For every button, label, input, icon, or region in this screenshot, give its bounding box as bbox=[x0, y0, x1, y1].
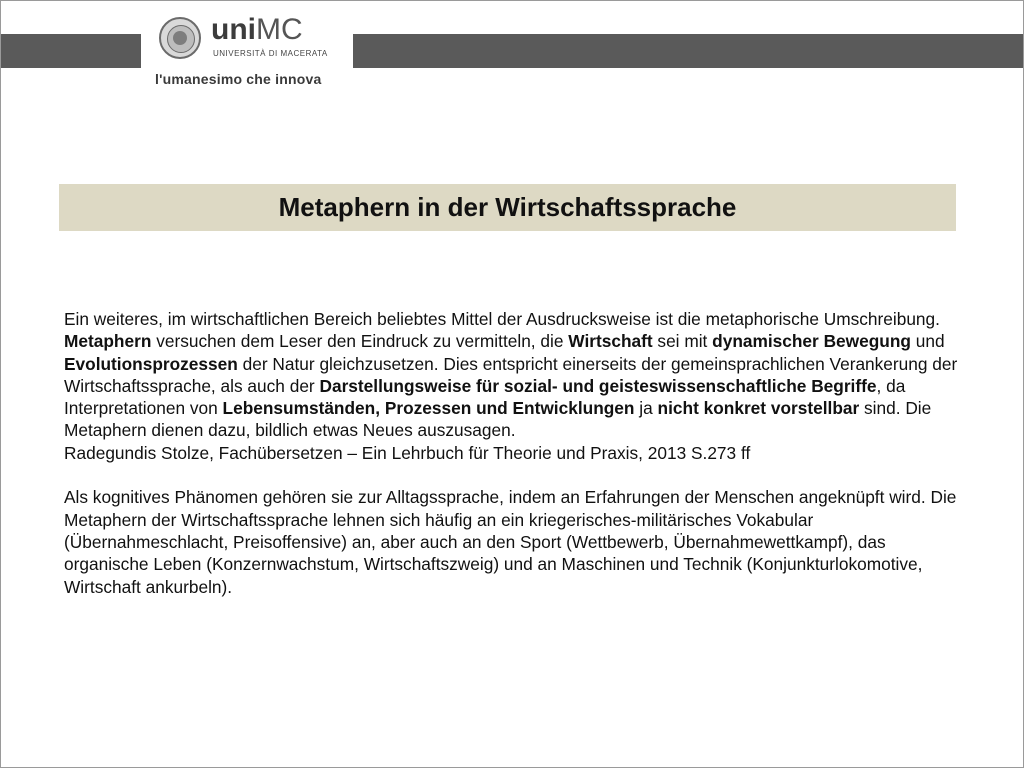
university-name: UNIVERSITÀ DI MACERATA bbox=[213, 49, 328, 58]
brand-mc: MC bbox=[256, 13, 303, 46]
text-run: Ein weiteres, im wirtschaftlichen Bereich beliebtes Mittel der Ausdrucksweise ist die metaphorische Umschreibung. bbox=[64, 309, 940, 329]
header-band-left bbox=[1, 34, 141, 68]
bold-term: nicht konkret vorstellbar bbox=[657, 398, 860, 419]
bold-term: dynamischer Bewegung bbox=[712, 331, 911, 352]
text-run: , da Interpretationen von bbox=[64, 375, 906, 419]
bold-term: Metaphern bbox=[64, 331, 152, 352]
citation: Radegundis Stolze, Fachübersetzen – Ein Lehrbuch für Theorie und Praxis, 2013 S.273 ff bbox=[64, 442, 751, 463]
paragraph-1 bbox=[64, 308, 964, 442]
text-run: und bbox=[910, 331, 945, 352]
brand-uni: uni bbox=[211, 13, 256, 46]
brand-wordmark bbox=[211, 15, 303, 45]
bold-term: Darstellungsweise für sozial- und geisteswissenschaftliche Begriffe bbox=[319, 375, 877, 396]
text-run: versuchen dem Leser den Eindruck zu vermitteln, die bbox=[151, 331, 569, 352]
bold-term: Wirtschaft bbox=[568, 331, 653, 352]
title-bar bbox=[59, 184, 956, 231]
text-run: sind. Die Metaphern dienen dazu, bildlich etwas Neues auszusagen. bbox=[64, 398, 932, 441]
paragraph-2: Als kognitives Phänomen gehören sie zur Alltagssprache, indem an Erfahrungen der Menschen angeknüpft wird. Die Metaphern der Wirtschaftssprache lehnen sich häufig an ein kriegerisches-militärisches Vokabular (Übernahmeschlacht, Preisoffensive) an, aber auch an den Sport (Wettbewerb, Übernahmewettkampf), das organische Leben (Konzernwachstum, Wirtschaftszweig) und an Maschinen und Technik (Konjunkturlokomotive, Wirtschaft ankurbeln). bbox=[64, 487, 957, 597]
seal-icon bbox=[159, 17, 201, 59]
slide-title: Metaphern in der Wirtschaftssprache bbox=[278, 192, 737, 222]
text-run: der Natur gleichzusetzen. Dies entspricht einerseits der gemeinsprachlichen Verankerung der Wirtschaftssprache, als auch der bbox=[64, 353, 958, 396]
motto: l'umanesimo che innova bbox=[155, 71, 322, 87]
bold-term: Evolutionsprozessen bbox=[64, 353, 238, 374]
text-run: sei mit bbox=[652, 331, 713, 352]
slide-body bbox=[64, 308, 964, 598]
bold-term: Lebensumständen, Prozessen und Entwicklungen bbox=[222, 398, 635, 419]
text-run: ja bbox=[634, 398, 658, 419]
university-logo bbox=[153, 13, 345, 75]
header-band-right bbox=[353, 34, 1023, 68]
